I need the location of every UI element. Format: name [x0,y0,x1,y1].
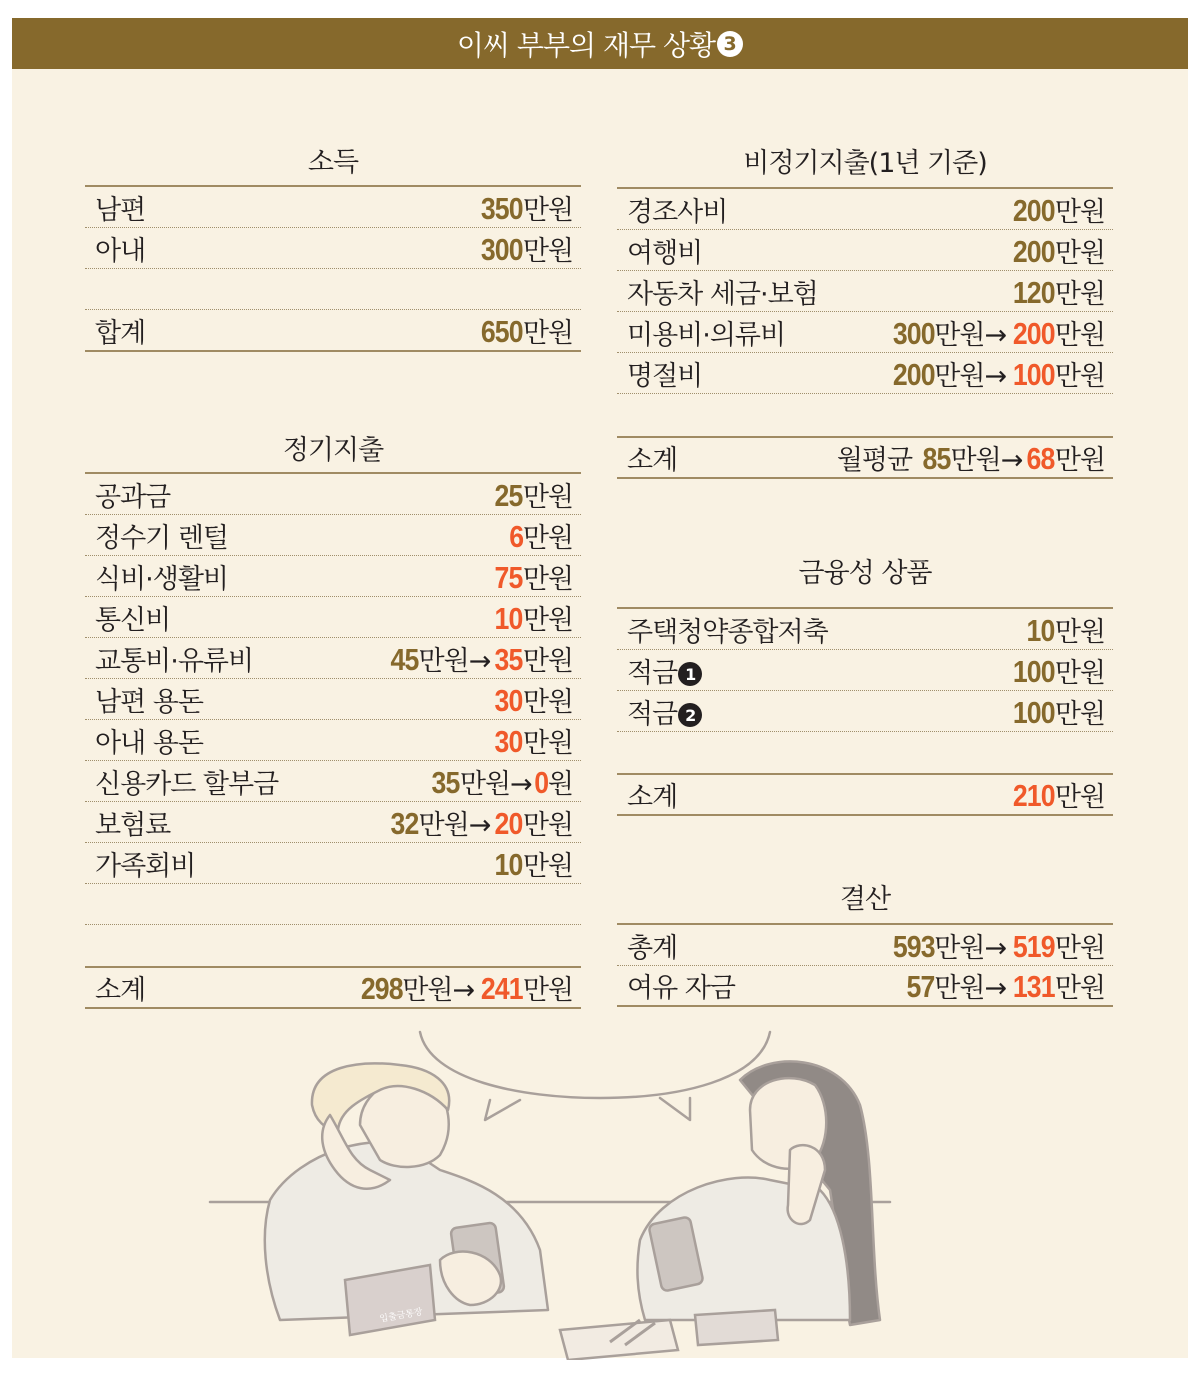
row-label: 식비·생활비 [95,563,228,595]
row-value: 30 만원 [494,682,573,718]
row-value: 45 만원→ 35 만원 [390,641,573,677]
table-row [617,925,1113,966]
empty-row [85,269,581,310]
row-value: 10 만원 [1026,612,1105,648]
row-label: 남편 용돈 [95,686,203,718]
row-value: 30 만원 [494,723,573,759]
row-label: 경조사비 [627,196,728,228]
row-label: 가족회비 [95,850,196,882]
section-title: 소득 [307,147,359,178]
table-row [617,353,1113,394]
section-title: 금융성 상품 [798,558,932,589]
subtotal-row [617,775,1113,816]
section-title: 비정기지출(1년 기준) [743,148,987,179]
passbook-label: 입출금통장 [378,1307,424,1325]
row-label: 적금 2 [617,692,702,731]
row-label: 소계 [95,975,146,1006]
row-value: 10 만원 [494,600,573,636]
table-row [85,679,581,720]
row-label: 아내 용돈 [95,727,203,759]
row-label: 신용카드 할부금 [95,768,279,800]
row-label: 소계 [627,445,678,476]
row-label: 자동차 세금·보험 [627,278,818,310]
row-value: 10 만원 [494,846,573,882]
row-label: 정수기 렌털 [95,522,228,554]
section-title: 정기지출 [282,435,384,466]
row-value: 75 만원 [494,559,573,595]
table-row [617,691,1113,732]
section-title: 결산 [839,884,891,915]
row-value: 210 만원 [1012,778,1105,813]
row-value: 35 만원→ 0 원 [431,764,573,800]
couple-illustration [0,1020,1200,1360]
title-banner [12,18,1188,69]
row-value: 300 만원 [480,231,573,267]
row-label: 주택청약종합저축 [627,616,828,648]
row-value: 200 만원→ 100 만원 [892,356,1105,392]
woman-figure [637,1061,880,1325]
row-value: 200 만원 [1012,192,1105,228]
row-label: 교통비·유류비 [95,645,254,677]
table-row [617,230,1113,271]
row-label: 남편 [95,194,146,226]
total-row [85,311,581,352]
subtotal-row [85,968,581,1009]
row-label: 통신비 [95,604,171,636]
row-value: 350 만원 [480,190,573,226]
table-row [617,312,1113,353]
row-value: 120 만원 [1012,274,1105,310]
row-value: 298 만원→ 241 만원 [360,971,573,1006]
table-row [85,228,581,269]
row-label: 소계 [627,782,678,813]
row-label: 명절비 [627,360,703,392]
row-value: 25 만원 [494,477,573,513]
row-value: 100 만원 [1012,653,1105,689]
table-row [617,650,1113,691]
empty-row [85,884,581,925]
row-label: 합계 [95,318,146,349]
row-label: 아내 [95,235,146,267]
table-row [85,761,581,802]
row-label: 여유 자금 [627,973,735,1004]
subtotal-row [617,438,1113,479]
row-label: 공과금 [95,481,171,513]
table-row [617,609,1113,650]
speech-bubble [420,1032,770,1120]
row-value: 200 만원 [1012,233,1105,269]
row-value: 100 만원 [1012,694,1105,730]
row-label: 보험료 [95,809,171,841]
row-value: 650 만원 [480,314,573,349]
table-row [85,720,581,761]
number-badge: 3 [717,31,743,57]
table-row [85,556,581,597]
row-value: 300 만원→ 200 만원 [892,315,1105,351]
row-value: 월평균 85 만원→ 68 만원 [836,441,1105,476]
table-row [85,638,581,679]
page-title: 이씨 부부의 재무 상황 [456,28,716,62]
table-row [617,966,1113,1007]
number-badge: 1 [678,662,702,686]
row-value: 593 만원→ 519 만원 [892,928,1105,964]
row-label: 적금 1 [617,651,702,690]
row-value: 32 만원→ 20 만원 [390,805,573,841]
table-row [85,597,581,638]
table-row [85,843,581,884]
number-badge: 2 [678,703,702,727]
row-label: 미용비·의류비 [627,319,786,351]
table-row [85,515,581,556]
table-row [85,802,581,843]
row-value: 57 만원→ 131 만원 [906,969,1105,1004]
row-value: 6 만원 [508,518,573,554]
table-row [617,189,1113,230]
table-row [85,187,581,228]
row-label: 총계 [627,932,678,964]
table-row [85,474,581,515]
table-row [617,271,1113,312]
row-label: 여행비 [627,237,703,269]
